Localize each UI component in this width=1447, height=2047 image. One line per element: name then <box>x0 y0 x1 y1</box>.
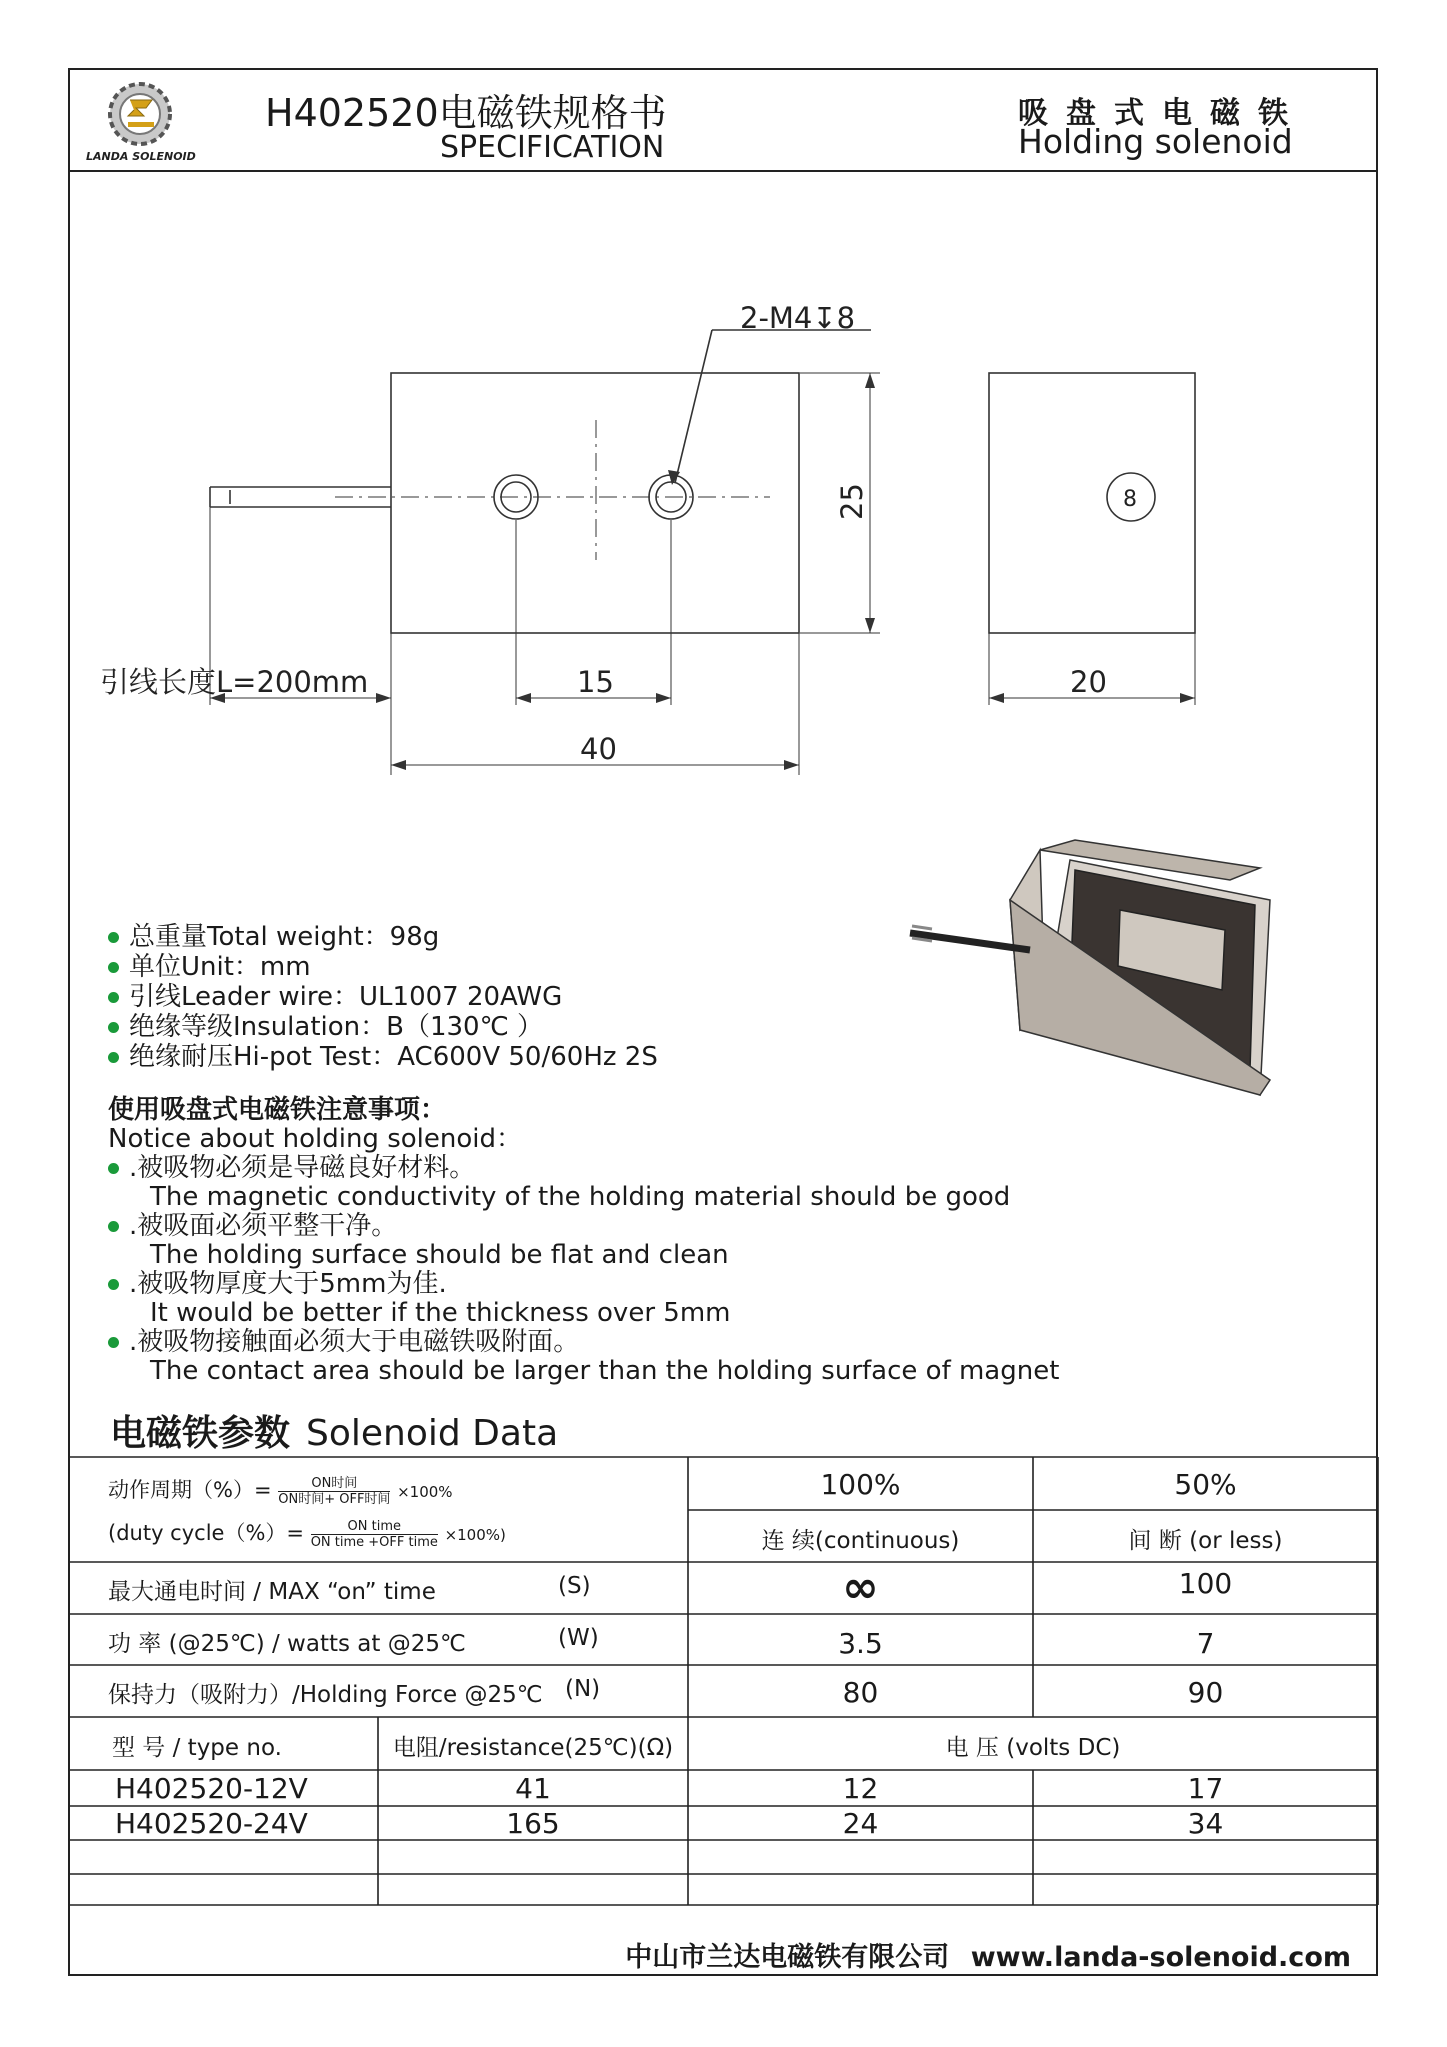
model-resistance: 165 <box>506 1807 560 1840</box>
bullet-icon <box>108 1279 119 1290</box>
row-label: 保持力（吸附力）/Holding Force @25℃ <box>108 1682 543 1708</box>
bullet-icon <box>108 1221 119 1232</box>
bullet-icon <box>108 932 119 943</box>
duty-formula-en <box>108 1517 506 1550</box>
doc-title: H402520电磁铁规格书 <box>265 91 667 135</box>
spec-hipot: 绝缘耐压Hi-pot Test：AC600V 50/60Hz 2S <box>129 1042 658 1072</box>
notice-item-en: The magnetic conductivity of the holding material should be good <box>150 1182 1011 1212</box>
bullet-icon <box>108 1052 119 1063</box>
spec-item <box>108 1042 658 1072</box>
data-title-cn: 电磁铁参数 <box>110 1413 291 1454</box>
footer <box>625 1935 1351 1974</box>
dim-hole-spacing: 15 <box>577 665 614 699</box>
resistance-head: 电阻/resistance(25℃)(Ω) <box>392 1735 674 1761</box>
product-name-en: Holding solenoid <box>1018 122 1293 161</box>
spec-leader-wire: 引线Leader wire：UL1007 20AWG <box>129 982 563 1012</box>
thread-note: 2-M4↧8 <box>740 301 856 335</box>
bullet-icon <box>108 962 119 973</box>
lead-length: 引线长度L=200mm <box>100 665 369 699</box>
notice-item <box>108 1154 1059 1183</box>
row-unit: (W) <box>558 1625 599 1651</box>
notice-item <box>108 1270 1059 1299</box>
model-resistance: 41 <box>515 1772 551 1805</box>
spec-insulation: 绝缘等级Insulation：B（130℃ ） <box>129 1012 544 1042</box>
footer-url[interactable]: www.landa-solenoid.com <box>970 1942 1351 1973</box>
notice-title-cn: 使用吸盘式电磁铁注意事项： <box>108 1095 447 1125</box>
model-voltage: 34 <box>1187 1807 1224 1840</box>
duty-mult-en: ×100%) <box>444 1526 506 1544</box>
row-value: 3.5 <box>838 1627 883 1660</box>
row-label: 最大通电时间 / MAX “on” time <box>108 1579 436 1605</box>
dim-length: 40 <box>580 732 617 766</box>
notice-title-en: Notice about holding solenoid： <box>108 1124 522 1154</box>
notice-item-cn: .被吸面必须平整干净。 <box>129 1211 398 1241</box>
spec-weight: 总重量Total weight：98g <box>129 922 440 952</box>
col-head-50: 50% <box>1174 1468 1237 1501</box>
notice-item-cn: .被吸物接触面必须大于电磁铁吸附面。 <box>129 1327 580 1357</box>
footer-company: 中山市兰达电磁铁有限公司 <box>625 1942 950 1973</box>
notice-item-cn: .被吸物必须是导磁良好材料。 <box>129 1153 476 1183</box>
logo-text: LANDA SOLENOID <box>86 150 196 163</box>
notice-section <box>108 1096 1059 1386</box>
dim-width: 20 <box>1070 665 1107 699</box>
bullet-icon <box>108 992 119 1003</box>
row-unit: (S) <box>558 1573 591 1599</box>
bullet-icon <box>108 1022 119 1033</box>
row-label: 功 率 (@25℃) / watts at @25℃ <box>108 1631 466 1657</box>
row-value: 80 <box>842 1676 879 1709</box>
doc-subtitle: SPECIFICATION <box>440 130 665 165</box>
fraction-bottom: ON时间+ OFF时间 <box>278 1491 391 1507</box>
row-value: 100 <box>1178 1567 1233 1600</box>
type-head: 型 号 / type no. <box>112 1735 282 1761</box>
duty-fraction-en <box>311 1519 438 1550</box>
row-value: ∞ <box>842 1562 879 1613</box>
bullet-icon <box>108 1337 119 1348</box>
fraction-bottom: ON time +OFF time <box>310 1534 438 1550</box>
bullet-icon <box>108 1163 119 1174</box>
row-value: 90 <box>1187 1676 1224 1709</box>
voltage-head: 电 压 (volts DC) <box>945 1735 1121 1761</box>
col-sub-less: 间 断 (or less) <box>1128 1528 1283 1554</box>
side-view-body <box>989 373 1195 633</box>
notice-item-cn: .被吸物厚度大于5mm为佳. <box>129 1269 447 1299</box>
model-voltage: 17 <box>1187 1772 1224 1805</box>
spec-item <box>108 922 658 952</box>
duty-label-en: (duty cycle（%）= <box>108 1521 304 1545</box>
duty-label-cn: 动作周期（%）= <box>108 1478 272 1502</box>
data-section-title <box>110 1405 558 1456</box>
fraction-top: ON time <box>311 1519 438 1535</box>
row-value: 7 <box>1196 1627 1215 1660</box>
duty-fraction-cn <box>278 1476 390 1507</box>
data-title-en: Solenoid Data <box>306 1413 559 1454</box>
model-voltage: 24 <box>842 1807 879 1840</box>
spec-item <box>108 982 658 1012</box>
fraction-top: ON时间 <box>278 1476 390 1492</box>
notice-item-en: The holding surface should be flat and clean <box>150 1240 729 1270</box>
product-render <box>910 840 1270 1095</box>
notice-item-en: The contact area should be larger than the holding surface of magnet <box>150 1356 1060 1386</box>
notice-item <box>108 1212 1059 1241</box>
side-circle-label: 8 <box>1123 487 1137 512</box>
dim-height: 25 <box>835 483 869 520</box>
col-sub-continuous: 连 续(continuous) <box>761 1528 960 1554</box>
notice-item-en: It would be better if the thickness over 5mm <box>150 1298 731 1328</box>
notice-item <box>108 1328 1059 1357</box>
spec-item <box>108 952 658 982</box>
model-voltage: 12 <box>842 1772 879 1805</box>
spec-list <box>108 922 658 1072</box>
spec-unit: 单位Unit：mm <box>129 952 311 982</box>
product-name-cn: 吸盘式电磁铁 <box>1018 96 1306 131</box>
duty-formula-cn <box>108 1474 453 1507</box>
spec-item <box>108 1012 658 1042</box>
col-head-100: 100% <box>820 1468 901 1501</box>
model-type: H402520-24V <box>115 1807 308 1840</box>
row-unit: (N) <box>565 1676 601 1702</box>
front-view-body <box>391 373 799 633</box>
duty-mult: ×100% <box>397 1483 453 1501</box>
model-type: H402520-12V <box>115 1772 308 1805</box>
